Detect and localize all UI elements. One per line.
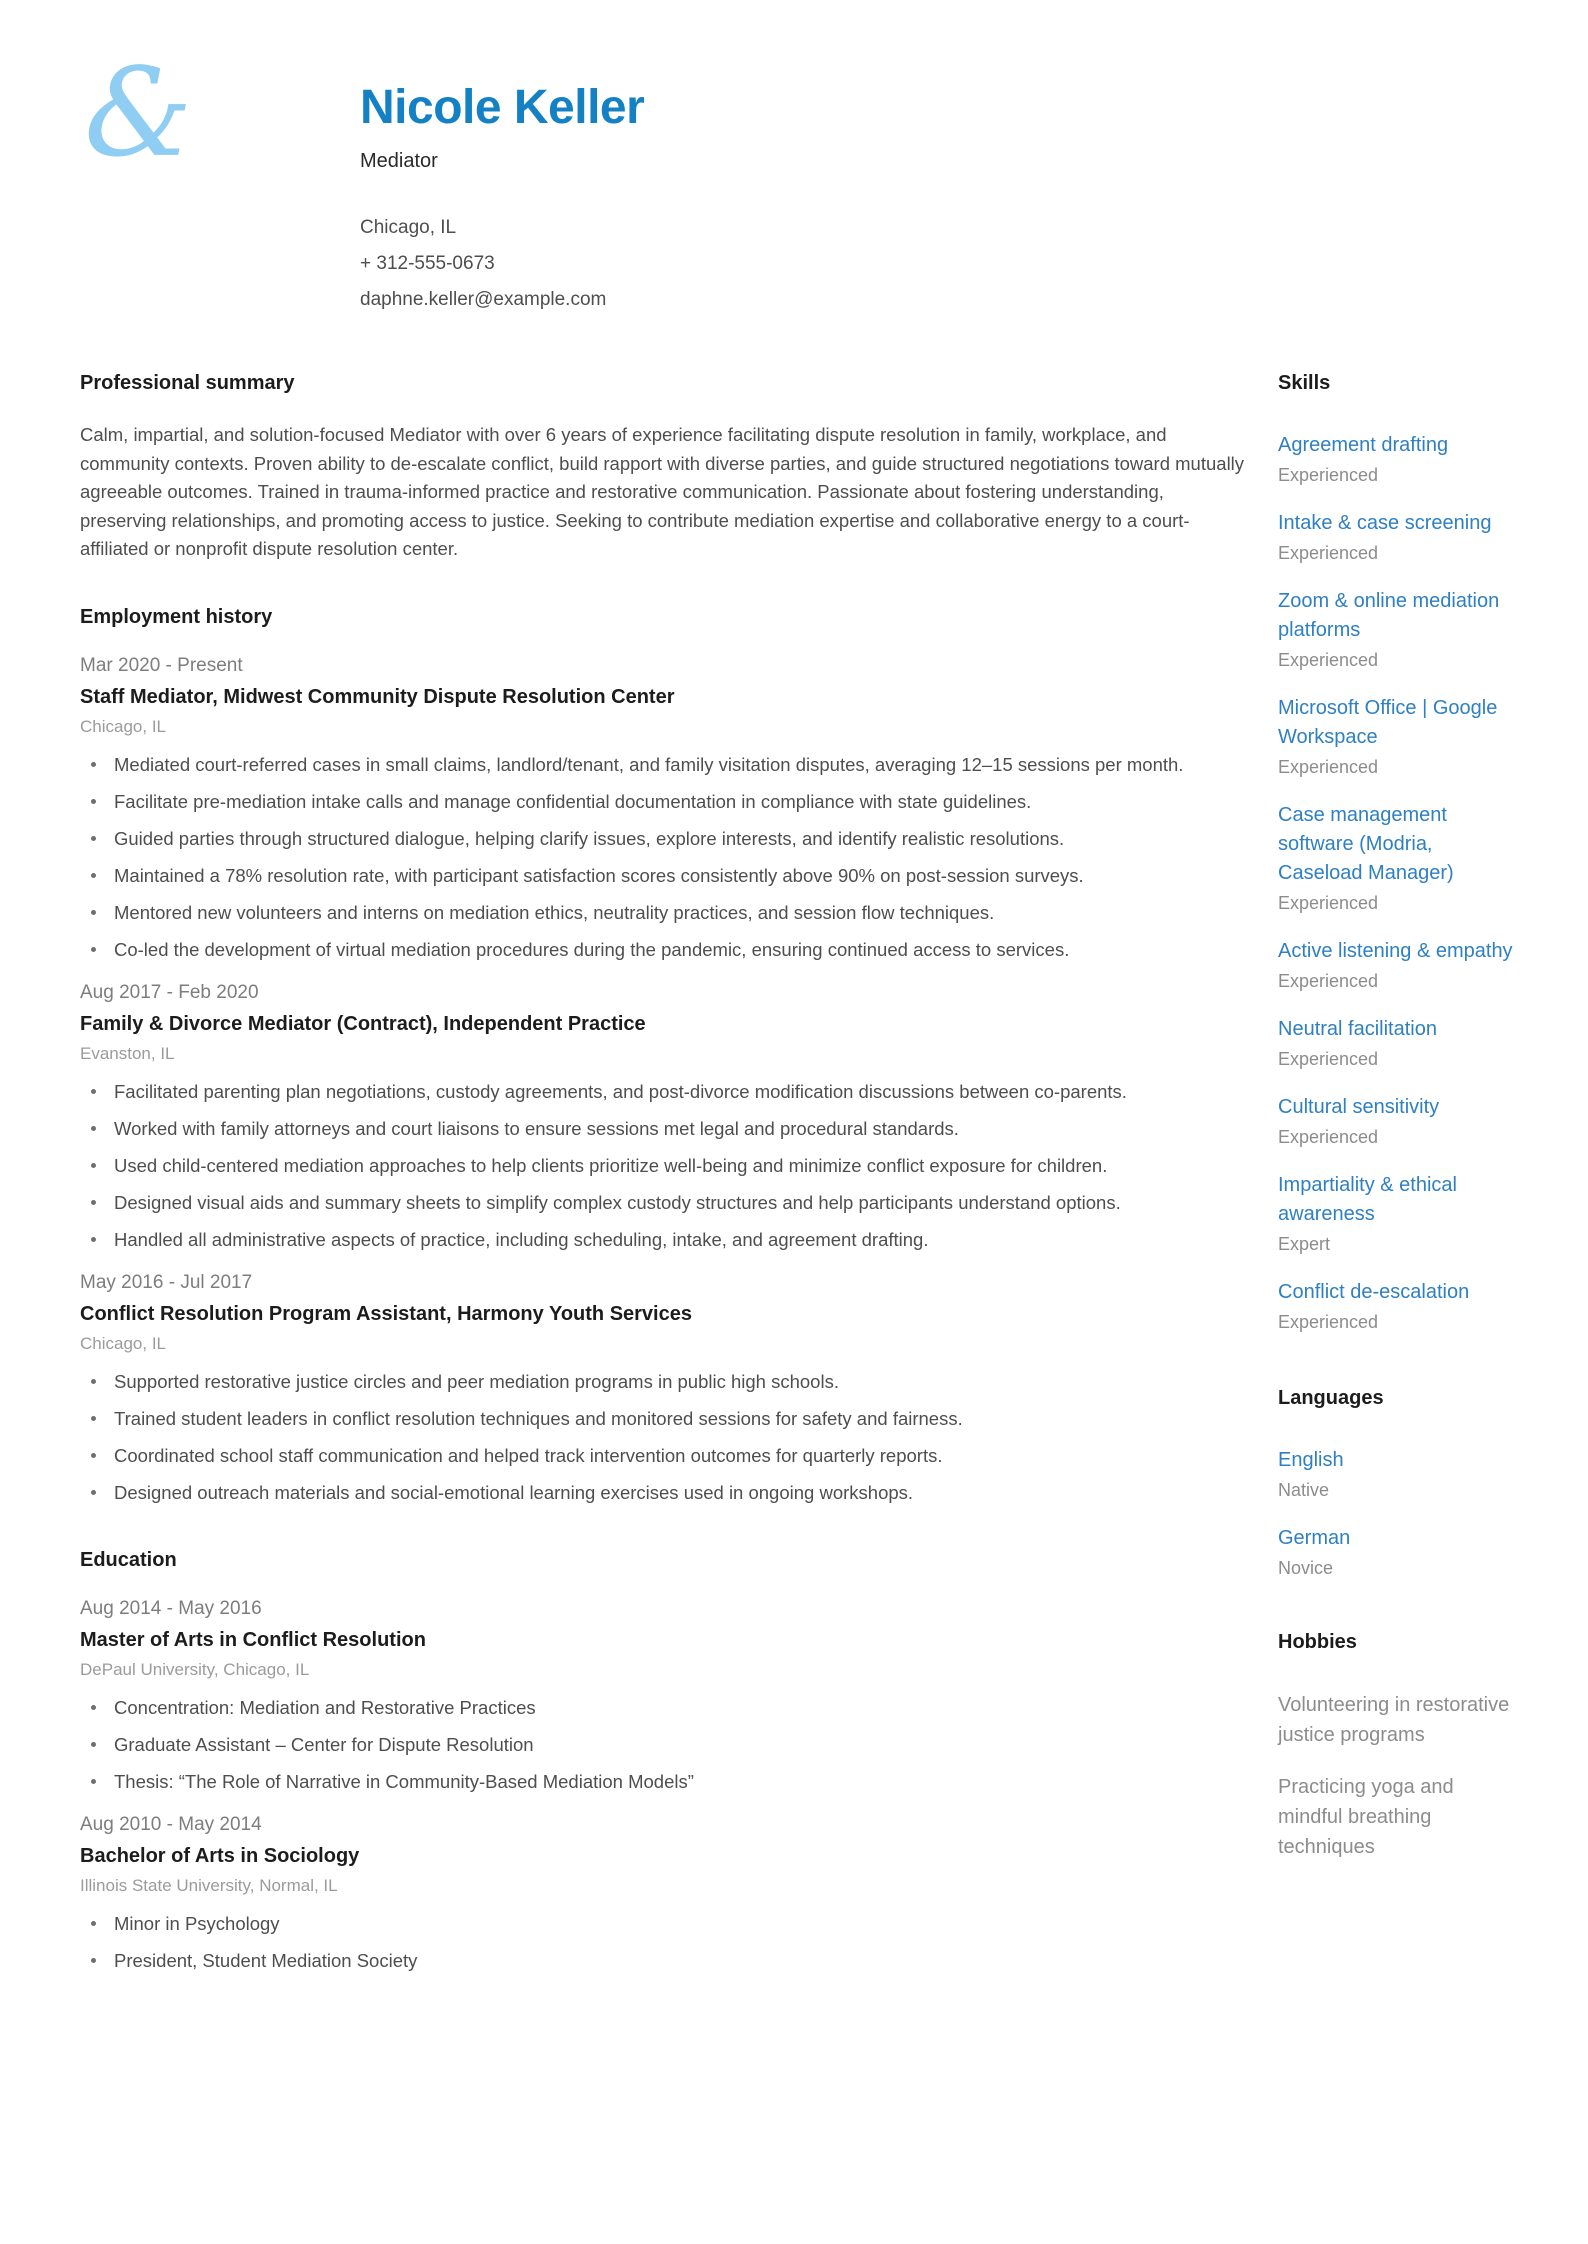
bullet-item: Maintained a 78% resolution rate, with participant satisfaction scores consistently above 90% on post-session surveys.	[80, 862, 1245, 890]
bullet-item: Trained student leaders in conflict resolution techniques and monitored sessions for safety and fairness.	[80, 1405, 1245, 1433]
bullet-item: Facilitate pre-mediation intake calls and manage confidential documentation in compliance with state guidelines.	[80, 788, 1245, 816]
bullet-item: President, Student Mediation Society	[80, 1947, 1245, 1975]
education-degree: Bachelor of Arts in Sociology	[80, 1844, 360, 1867]
skill-item	[1278, 801, 1518, 914]
candidate-name: Nicole Keller	[360, 81, 645, 134]
skill-name: Intake & case screening	[1278, 512, 1492, 534]
bullet-item: Coordinated school staff communication and helped track intervention outcomes for quarterly reports.	[80, 1442, 1245, 1470]
job-entry	[80, 1272, 1245, 1507]
skill-level: Experienced	[1278, 1049, 1379, 1069]
skill-name: Microsoft Office | Google Workspace	[1278, 697, 1498, 748]
section-skills	[1278, 372, 1518, 1333]
job-dates: Mar 2020 - Present	[80, 654, 243, 676]
skill-item	[1278, 1278, 1518, 1333]
main-column	[80, 372, 1245, 1993]
job-bullets	[80, 1368, 1245, 1507]
job-title: Staff Mediator, Midwest Community Dispute Resolution Center	[80, 685, 675, 708]
education-school: Illinois State University, Normal, IL	[80, 1875, 338, 1895]
candidate-job-title: Mediator	[360, 150, 438, 172]
contact-block	[360, 217, 644, 311]
education-bullets	[80, 1910, 1245, 1975]
bullet-item: Minor in Psychology	[80, 1910, 1245, 1938]
section-professional-summary	[80, 372, 1245, 564]
employment-heading: Employment history	[80, 605, 273, 628]
education-entry	[80, 1814, 1245, 1975]
job-bullets	[80, 1078, 1245, 1254]
language-item	[1278, 1446, 1518, 1501]
skill-name: Cultural sensitivity	[1278, 1096, 1440, 1118]
bullet-item: Facilitated parenting plan negotiations, custody agreements, and post-divorce modification discussions between co-parents.	[80, 1078, 1245, 1106]
skill-level: Experienced	[1278, 1312, 1379, 1332]
summary-text: Calm, impartial, and solution-focused Mediator with over 6 years of experience facilitating dispute resolution in family, workplace, and community contexts. Proven ability to de-escalate conflict, build rapport with diverse parties, and guide structured negotiations toward mutually agreeable outcomes. Trained in trauma-informed practice and restorative communication. Passionate about fostering understanding, preserving relationships, and promoting access to justice. Seeking to contribute mediation expertise and collaborative energy to a court-affiliated or nonprofit dispute resolution center.	[80, 424, 1245, 559]
education-heading: Education	[80, 1548, 177, 1571]
section-hobbies	[1278, 1631, 1518, 1862]
bullet-item: Thesis: “The Role of Narrative in Community-Based Mediation Models”	[80, 1768, 1245, 1796]
contact-email: daphne.keller@example.com	[360, 289, 607, 310]
skill-item	[1278, 431, 1518, 486]
job-location: Chicago, IL	[80, 716, 166, 736]
sidebar-column	[1278, 372, 1518, 1993]
skills-heading: Skills	[1278, 372, 1331, 394]
skill-item	[1278, 1093, 1518, 1148]
bullet-item: Graduate Assistant – Center for Dispute Resolution	[80, 1731, 1245, 1759]
hobby-item: Volunteering in restorative justice programs	[1278, 1694, 1510, 1746]
bullet-item: Supported restorative justice circles and peer mediation programs in public high schools.	[80, 1368, 1245, 1396]
bullet-item: Designed outreach materials and social-emotional learning exercises used in ongoing workshops.	[80, 1479, 1245, 1507]
education-degree: Master of Arts in Conflict Resolution	[80, 1628, 426, 1651]
skill-item	[1278, 587, 1518, 671]
skill-item	[1278, 509, 1518, 564]
contact-phone: + 312-555-0673	[360, 253, 495, 274]
bullet-item: Co-led the development of virtual mediation procedures during the pandemic, ensuring continued access to services.	[80, 936, 1245, 964]
section-education	[80, 1549, 1245, 1975]
hobby-item: Practicing yoga and mindful breathing techniques	[1278, 1776, 1454, 1858]
skill-level: Experienced	[1278, 893, 1379, 913]
job-title: Family & Divorce Mediator (Contract), Independent Practice	[80, 1012, 646, 1035]
job-entry	[80, 982, 1245, 1254]
header	[360, 80, 644, 325]
languages-heading: Languages	[1278, 1387, 1384, 1409]
bullet-item: Designed visual aids and summary sheets to simplify complex custody structures and help participants understand options.	[80, 1189, 1245, 1217]
bullet-item: Concentration: Mediation and Restorative Practices	[80, 1694, 1245, 1722]
bullet-item: Mentored new volunteers and interns on mediation ethics, neutrality practices, and session flow techniques.	[80, 899, 1245, 927]
hobbies-heading: Hobbies	[1278, 1631, 1357, 1653]
skill-item	[1278, 1015, 1518, 1070]
job-bullets	[80, 751, 1245, 964]
skill-level: Experienced	[1278, 543, 1379, 563]
language-name: German	[1278, 1527, 1351, 1549]
job-entry	[80, 655, 1245, 964]
bullet-item: Guided parties through structured dialogue, helping clarify issues, explore interests, and identify realistic resolutions.	[80, 825, 1245, 853]
language-name: English	[1278, 1449, 1344, 1471]
skill-name: Impartiality & ethical awareness	[1278, 1174, 1457, 1225]
skill-name: Active listening & empathy	[1278, 940, 1513, 962]
bullet-item: Used child-centered mediation approaches to help clients prioritize well-being and minimize conflict exposure for children.	[80, 1152, 1245, 1180]
bullet-item: Worked with family attorneys and court liaisons to ensure sessions met legal and procedural standards.	[80, 1115, 1245, 1143]
bullet-item: Mediated court-referred cases in small claims, landlord/tenant, and family visitation disputes, averaging 12–15 sessions per month.	[80, 751, 1245, 779]
job-location: Evanston, IL	[80, 1043, 175, 1063]
skill-level: Expert	[1278, 1234, 1331, 1254]
skill-item	[1278, 937, 1518, 992]
education-entry	[80, 1598, 1245, 1796]
job-title: Conflict Resolution Program Assistant, Harmony Youth Services	[80, 1302, 692, 1325]
skill-item	[1278, 1171, 1518, 1255]
skill-level: Experienced	[1278, 650, 1379, 670]
job-dates: May 2016 - Jul 2017	[80, 1271, 253, 1293]
education-dates: Aug 2010 - May 2014	[80, 1813, 262, 1835]
skill-level: Experienced	[1278, 465, 1379, 485]
job-dates: Aug 2017 - Feb 2020	[80, 981, 259, 1003]
skill-level: Experienced	[1278, 1127, 1379, 1147]
education-bullets	[80, 1694, 1245, 1796]
education-dates: Aug 2014 - May 2016	[80, 1597, 262, 1619]
contact-location: Chicago, IL	[360, 217, 457, 238]
bullet-item: Handled all administrative aspects of practice, including scheduling, intake, and agreement drafting.	[80, 1226, 1245, 1254]
skill-name: Conflict de-escalation	[1278, 1281, 1470, 1303]
skill-name: Case management software (Modria, Caseload Manager)	[1278, 804, 1454, 884]
skill-name: Neutral facilitation	[1278, 1018, 1437, 1040]
job-location: Chicago, IL	[80, 1333, 166, 1353]
skill-item	[1278, 694, 1518, 778]
section-employment-history	[80, 606, 1245, 1507]
skill-level: Experienced	[1278, 971, 1379, 991]
skill-level: Experienced	[1278, 757, 1379, 777]
summary-heading: Professional summary	[80, 372, 295, 394]
skill-name: Agreement drafting	[1278, 434, 1449, 456]
ampersand-logo-icon: &	[84, 42, 193, 184]
language-level: Native	[1278, 1480, 1330, 1500]
education-school: DePaul University, Chicago, IL	[80, 1659, 310, 1679]
section-languages	[1278, 1387, 1518, 1579]
language-level: Novice	[1278, 1558, 1334, 1578]
skill-name: Zoom & online mediation platforms	[1278, 590, 1500, 641]
language-item	[1278, 1524, 1518, 1579]
content-columns	[80, 372, 1518, 1993]
